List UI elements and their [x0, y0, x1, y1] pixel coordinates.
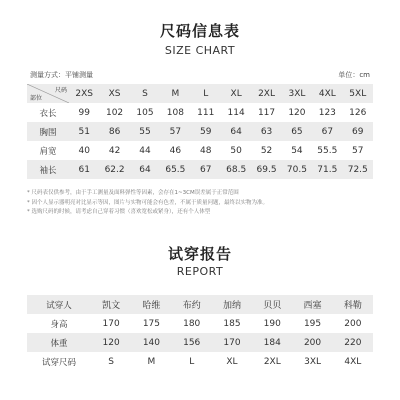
- size-row: [27, 141, 373, 160]
- report-value-cell: XL: [226, 356, 238, 367]
- report-value-cell: 185: [223, 318, 241, 329]
- size-row: [27, 122, 373, 141]
- report-person-cell: 贝贝: [252, 295, 292, 314]
- size-value-cell: 65: [282, 122, 312, 141]
- report-value-cell: 180: [183, 318, 201, 329]
- size-value-cell: 55: [130, 122, 160, 141]
- size-value-cell: 69: [343, 122, 373, 141]
- size-value-cell: 123: [318, 107, 336, 118]
- report-value-cell: L: [189, 356, 195, 367]
- note-line: * 尺码表仅供参考，由于手工测量及面料弹性等因素，会存在1~3CM误差属于正常范围: [27, 190, 239, 196]
- size-header-cell: M: [160, 84, 190, 103]
- size-row: [27, 160, 373, 179]
- unit-label: 单位：cm: [338, 71, 370, 79]
- report-value-cell: 184: [252, 333, 292, 352]
- size-value-cell: 99: [78, 107, 90, 118]
- size-value-cell: 63: [251, 122, 281, 141]
- size-value-cell: 86: [99, 122, 129, 141]
- size-value-cell: 105: [136, 107, 154, 118]
- size-value-cell: 65.5: [160, 160, 190, 179]
- report-row-label: 体重: [27, 333, 91, 352]
- report-person-cell: 科勒: [333, 295, 373, 314]
- size-value-cell: 117: [257, 107, 276, 118]
- size-value-cell: 51: [69, 122, 99, 141]
- size-value-cell: 70.5: [282, 160, 312, 179]
- size-value-cell: 108: [166, 107, 184, 118]
- report-value-cell: 170: [212, 333, 252, 352]
- report-row-label: 身高: [50, 319, 68, 330]
- size-value-cell: 59: [191, 122, 221, 141]
- size-row-label: 袖长: [27, 160, 69, 179]
- report-value-cell: 2XL: [263, 356, 281, 367]
- corner-cell: [27, 84, 69, 103]
- measurement-method: 测量方式：平铺测量: [30, 71, 93, 79]
- size-value-cell: 71.5: [312, 160, 342, 179]
- size-value-cell: 55.5: [317, 145, 338, 156]
- report-person-cell: 加纳: [212, 295, 252, 314]
- note-line: * 选购尺码的时候，请考虑自己穿着习惯（喜欢宽松或紧身），还有个人体型: [27, 209, 211, 215]
- size-header-cell: XS: [99, 84, 129, 103]
- size-value-cell: 57: [352, 145, 364, 156]
- report-value-cell: M: [147, 356, 156, 367]
- report-value-cell: 200: [344, 318, 362, 329]
- report-value-cell: 3XL: [304, 356, 321, 367]
- size-value-cell: 50: [230, 145, 242, 156]
- try-on-table: [27, 295, 373, 371]
- size-value-cell: 54: [291, 145, 303, 156]
- size-value-cell: 61: [69, 160, 99, 179]
- report-value-cell: 170: [102, 318, 120, 329]
- report-row: [27, 314, 373, 333]
- size-row: [27, 103, 373, 122]
- report-value-cell: 140: [131, 333, 171, 352]
- size-value-cell: 64: [221, 122, 251, 141]
- report-row: [27, 352, 373, 371]
- size-value-cell: 64: [130, 160, 160, 179]
- report-row-label: 试穿尺码: [41, 357, 76, 368]
- size-value-cell: 67: [312, 122, 342, 141]
- size-header-cell: 2XL: [251, 84, 281, 103]
- size-value-cell: 102: [105, 107, 124, 118]
- size-value-cell: 114: [227, 107, 245, 118]
- report-person-cell: 哈维: [131, 295, 171, 314]
- size-header-cell: L: [191, 84, 221, 103]
- size-value-cell: 69.5: [251, 160, 281, 179]
- size-value-cell: 68.5: [221, 160, 251, 179]
- size-value-cell: 111: [197, 107, 215, 118]
- note-line: * 因个人显示器明亮对比显示等因，图片与实物可能会有色差，不属于质量问题，最终以实物为准。: [27, 199, 269, 206]
- report-header-row: [27, 295, 373, 314]
- size-value-cell: 126: [349, 107, 367, 118]
- size-chart-subtitle: SIZE CHART: [164, 44, 236, 57]
- report-value-cell: S: [108, 356, 114, 367]
- size-value-cell: 67: [191, 160, 221, 179]
- report-header-label: 试穿人: [27, 295, 91, 314]
- corner-part-label: 部位: [30, 95, 43, 102]
- report-value-cell: 200: [292, 333, 332, 352]
- report-value-cell: 220: [333, 333, 373, 352]
- size-value-cell: 120: [288, 107, 306, 118]
- size-header-cell: 3XL: [282, 84, 312, 103]
- size-value-cell: 62.2: [99, 160, 129, 179]
- report-value-cell: 4XL: [344, 356, 362, 367]
- report-value-cell: 190: [263, 318, 281, 329]
- size-chart-table: [27, 84, 373, 179]
- size-header-row: [27, 84, 373, 103]
- report-value-cell: 156: [172, 333, 212, 352]
- size-value-cell: 57: [160, 122, 190, 141]
- size-chart-title: 尺码信息表: [159, 22, 240, 40]
- size-row-label: 衣长: [39, 108, 57, 119]
- size-header-cell: S: [130, 84, 160, 103]
- size-value-cell: 52: [260, 145, 273, 156]
- report-subtitle: REPORT: [176, 265, 224, 278]
- report-value-cell: 120: [91, 333, 131, 352]
- corner-size-label: 尺码: [54, 87, 67, 94]
- size-value-cell: 46: [169, 145, 182, 156]
- size-value-cell: 44: [139, 145, 151, 156]
- report-person-cell: 凯文: [91, 295, 131, 314]
- size-value-cell: 40: [78, 145, 90, 156]
- size-header-cell: 4XL: [312, 84, 342, 103]
- report-person-cell: 布约: [172, 295, 212, 314]
- report-person-cell: 西塞: [292, 295, 332, 314]
- report-value-cell: 195: [303, 318, 322, 329]
- size-value-cell: 42: [108, 145, 121, 156]
- size-notes: [27, 189, 268, 218]
- size-header-cell: 5XL: [343, 84, 373, 103]
- size-value-cell: 72.5: [343, 160, 373, 179]
- size-row-label: 肩宽: [39, 146, 57, 157]
- size-header-cell: 2XS: [69, 84, 99, 103]
- size-header-cell: XL: [221, 84, 251, 103]
- report-title: 试穿报告: [167, 245, 232, 263]
- corner-diagonal: [27, 84, 69, 103]
- size-row-label: 胸围: [27, 122, 69, 141]
- report-row: [27, 333, 373, 352]
- report-value-cell: 175: [142, 318, 161, 329]
- size-value-cell: 48: [200, 145, 212, 156]
